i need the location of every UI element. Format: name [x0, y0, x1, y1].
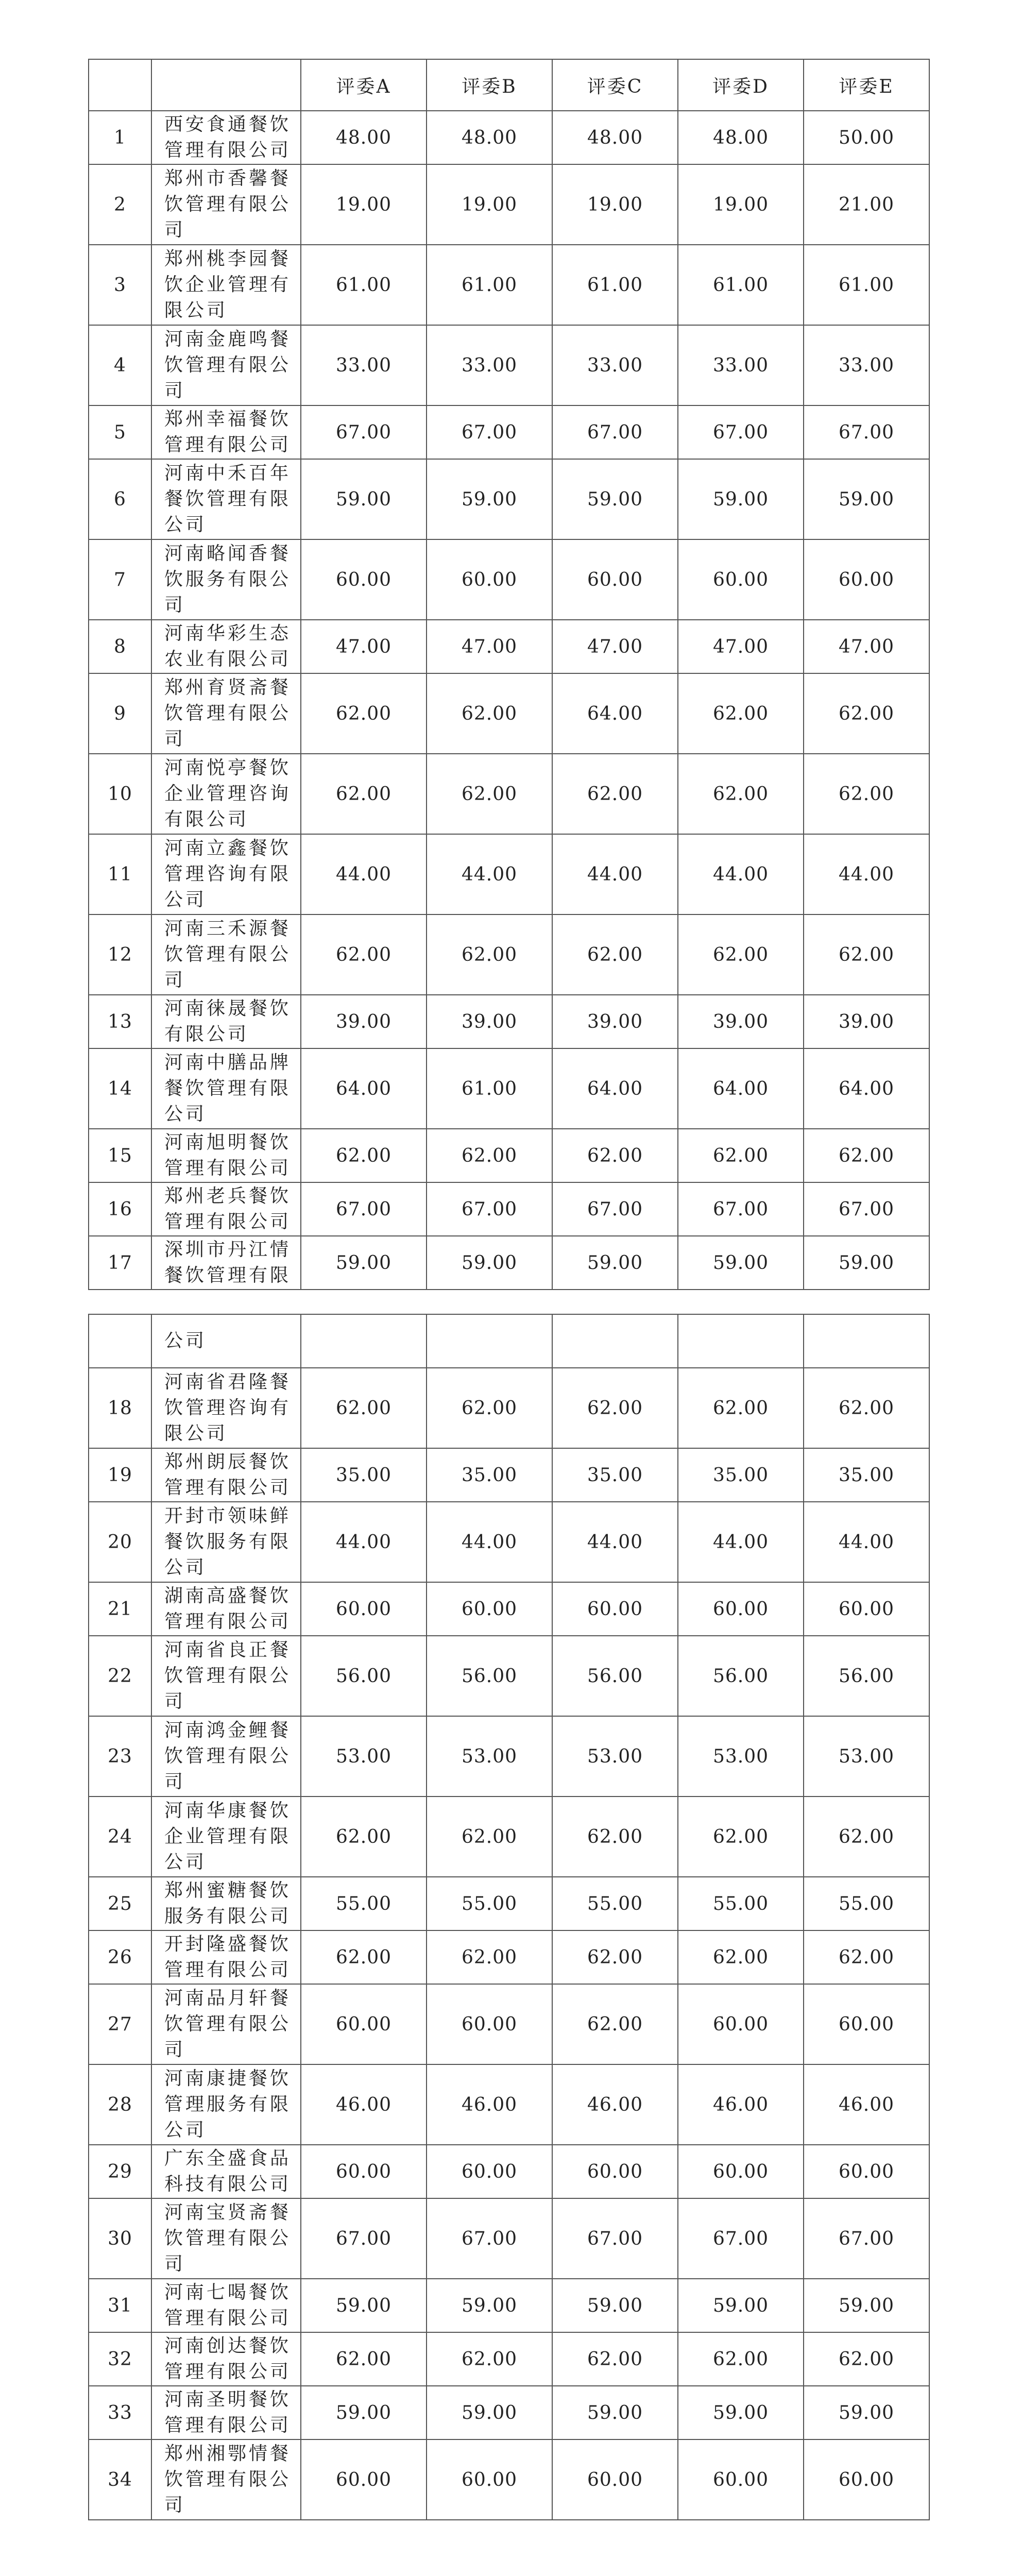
- row-number: 33: [89, 2386, 151, 2439]
- score-cell: 60.00: [301, 2145, 427, 2198]
- score-cell: 62.00: [804, 754, 929, 834]
- row-number: 6: [89, 459, 151, 539]
- score-cell: 62.00: [427, 1797, 552, 1877]
- company-name: 河南创达餐饮管理有限公司: [151, 2332, 301, 2386]
- score-cell: 35.00: [804, 1448, 929, 1502]
- score-cell: 55.00: [804, 1877, 929, 1930]
- score-cell: 64.00: [552, 673, 678, 754]
- score-cell: 56.00: [678, 1636, 804, 1716]
- score-cell: 60.00: [804, 539, 929, 620]
- table-row: [89, 245, 929, 325]
- score-cell: 59.00: [427, 2279, 552, 2332]
- company-name: 郑州幸福餐饮管理有限公司: [151, 405, 301, 459]
- score-cell: 61.00: [427, 1048, 552, 1129]
- score-cell: [301, 1314, 427, 1368]
- company-name: 河南省君隆餐饮管理咨询有限公司: [151, 1368, 301, 1448]
- table-row: [89, 2145, 929, 2198]
- score-cell: 62.00: [552, 1368, 678, 1448]
- row-number: 7: [89, 539, 151, 620]
- score-cell: 33.00: [552, 325, 678, 405]
- score-cell: 60.00: [301, 539, 427, 620]
- score-cell: 47.00: [552, 620, 678, 673]
- score-cell: 60.00: [301, 1984, 427, 2064]
- score-cell: 62.00: [804, 673, 929, 754]
- company-name: 河南鸿金鲤餐饮管理有限公司: [151, 1716, 301, 1797]
- company-name: 河南七喝餐饮管理有限公司: [151, 2279, 301, 2332]
- score-cell: 60.00: [804, 1984, 929, 2064]
- row-number: 12: [89, 914, 151, 995]
- score-cell: 53.00: [552, 1716, 678, 1797]
- score-cell: 62.00: [804, 1129, 929, 1182]
- table-row: [89, 1048, 929, 1129]
- row-number: [89, 1314, 151, 1368]
- score-cell: 39.00: [552, 995, 678, 1048]
- table-row: [89, 754, 929, 834]
- score-cell: 60.00: [427, 1984, 552, 2064]
- score-cell: 55.00: [427, 1877, 552, 1930]
- score-cell: 62.00: [301, 1930, 427, 1984]
- score-cell: 59.00: [552, 459, 678, 539]
- row-number: 5: [89, 405, 151, 459]
- row-number: 8: [89, 620, 151, 673]
- company-name: 深圳市丹江情餐饮管理有限: [151, 1236, 301, 1290]
- company-name: 河南品月轩餐饮管理有限公司: [151, 1984, 301, 2064]
- table-row: [89, 405, 929, 459]
- row-number: 14: [89, 1048, 151, 1129]
- score-cell: 44.00: [552, 1502, 678, 1582]
- column-header: 评委E: [804, 59, 929, 111]
- company-name: 郑州朗辰餐饮管理有限公司: [151, 1448, 301, 1502]
- score-cell: 67.00: [678, 1182, 804, 1236]
- score-cell: 62.00: [301, 754, 427, 834]
- score-cell: 47.00: [678, 620, 804, 673]
- score-cell: 35.00: [427, 1448, 552, 1502]
- table-row: [89, 1129, 929, 1182]
- table-row: [89, 539, 929, 620]
- score-cell: 62.00: [427, 754, 552, 834]
- score-cell: 59.00: [678, 2279, 804, 2332]
- score-cell: 62.00: [301, 673, 427, 754]
- row-number: 31: [89, 2279, 151, 2332]
- score-cell: 61.00: [427, 245, 552, 325]
- row-number: 23: [89, 1716, 151, 1797]
- score-cell: 60.00: [804, 2145, 929, 2198]
- score-cell: 64.00: [678, 1048, 804, 1129]
- table-row: [89, 1448, 929, 1502]
- company-name: 河南徕晟餐饮有限公司: [151, 995, 301, 1048]
- table-row: [89, 2386, 929, 2439]
- score-cell: [552, 1314, 678, 1368]
- company-name: 河南中禾百年餐饮管理有限公司: [151, 459, 301, 539]
- score-cell: 60.00: [427, 2145, 552, 2198]
- row-number: 17: [89, 1236, 151, 1290]
- company-name: 河南悦亭餐饮企业管理咨询有限公司: [151, 754, 301, 834]
- score-cell: 19.00: [552, 164, 678, 245]
- score-cell: 62.00: [427, 914, 552, 995]
- row-number: 4: [89, 325, 151, 405]
- score-cell: 60.00: [301, 2439, 427, 2520]
- score-cell: 67.00: [427, 405, 552, 459]
- score-cell: 44.00: [427, 834, 552, 914]
- score-cell: 35.00: [552, 1448, 678, 1502]
- score-cell: 59.00: [552, 1236, 678, 1290]
- score-cell: 33.00: [678, 325, 804, 405]
- company-name: 河南略闻香餐饮服务有限公司: [151, 539, 301, 620]
- score-cell: 55.00: [301, 1877, 427, 1930]
- score-cell: 48.00: [427, 111, 552, 164]
- row-number: 1: [89, 111, 151, 164]
- table-row: [89, 1368, 929, 1448]
- score-cell: 33.00: [301, 325, 427, 405]
- row-number: 15: [89, 1129, 151, 1182]
- score-cell: 62.00: [552, 1930, 678, 1984]
- score-cell: 60.00: [804, 1582, 929, 1636]
- score-cell: 53.00: [427, 1716, 552, 1797]
- column-header: 评委B: [427, 59, 552, 111]
- score-cell: 60.00: [427, 539, 552, 620]
- score-cell: 64.00: [301, 1048, 427, 1129]
- score-cell: 62.00: [552, 1129, 678, 1182]
- score-cell: [427, 1314, 552, 1368]
- score-cell: 61.00: [301, 245, 427, 325]
- company-name: 开封隆盛餐饮管理有限公司: [151, 1930, 301, 1984]
- table-row: [89, 620, 929, 673]
- score-cell: 62.00: [678, 914, 804, 995]
- score-cell: 19.00: [678, 164, 804, 245]
- score-cell: 62.00: [552, 914, 678, 995]
- score-cell: 60.00: [804, 2439, 929, 2520]
- score-cell: 47.00: [301, 620, 427, 673]
- score-cell: 19.00: [427, 164, 552, 245]
- score-cell: 64.00: [552, 1048, 678, 1129]
- score-cell: 62.00: [804, 1368, 929, 1448]
- score-cell: 62.00: [427, 1930, 552, 1984]
- row-number: 20: [89, 1502, 151, 1582]
- score-cell: 62.00: [678, 2332, 804, 2386]
- score-cell: 67.00: [552, 1182, 678, 1236]
- row-number: 26: [89, 1930, 151, 1984]
- row-number: 30: [89, 2198, 151, 2279]
- score-cell: 62.00: [427, 1129, 552, 1182]
- score-cell: 44.00: [301, 1502, 427, 1582]
- score-cell: 59.00: [804, 2386, 929, 2439]
- score-cell: 48.00: [552, 111, 678, 164]
- company-name: 湖南高盛餐饮管理有限公司: [151, 1582, 301, 1636]
- company-name: 郑州育贤斋餐饮管理有限公司: [151, 673, 301, 754]
- score-cell: 62.00: [427, 1368, 552, 1448]
- company-name: 河南康捷餐饮管理服务有限公司: [151, 2064, 301, 2145]
- score-cell: 62.00: [301, 1368, 427, 1448]
- table-row: [89, 325, 929, 405]
- score-cell: 60.00: [427, 1582, 552, 1636]
- score-cell: 59.00: [552, 2386, 678, 2439]
- table-row: [89, 459, 929, 539]
- row-number: 10: [89, 754, 151, 834]
- score-cell: 59.00: [427, 2386, 552, 2439]
- score-cell: 67.00: [301, 405, 427, 459]
- row-number: 9: [89, 673, 151, 754]
- table-row: [89, 2332, 929, 2386]
- score-cell: 62.00: [678, 1368, 804, 1448]
- row-number: 27: [89, 1984, 151, 2064]
- score-cell: 39.00: [678, 995, 804, 1048]
- score-cell: 59.00: [301, 2279, 427, 2332]
- score-cell: 62.00: [552, 2332, 678, 2386]
- score-cell: 62.00: [678, 1930, 804, 1984]
- score-cell: 47.00: [804, 620, 929, 673]
- score-cell: 60.00: [678, 539, 804, 620]
- score-cell: 67.00: [552, 2198, 678, 2279]
- score-cell: 60.00: [552, 1582, 678, 1636]
- score-cell: 61.00: [678, 245, 804, 325]
- company-name: 广东全盛食品科技有限公司: [151, 2145, 301, 2198]
- table-row: [89, 1236, 929, 1290]
- score-cell: 67.00: [804, 405, 929, 459]
- score-cell: 60.00: [427, 2439, 552, 2520]
- score-cell: 60.00: [552, 2145, 678, 2198]
- score-cell: 59.00: [678, 1236, 804, 1290]
- score-cell: 39.00: [301, 995, 427, 1048]
- row-number: 3: [89, 245, 151, 325]
- score-cell: 47.00: [427, 620, 552, 673]
- column-header: 评委C: [552, 59, 678, 111]
- score-cell: 62.00: [552, 754, 678, 834]
- score-cell: 44.00: [678, 1502, 804, 1582]
- row-number: 2: [89, 164, 151, 245]
- score-cell: 39.00: [804, 995, 929, 1048]
- row-number: 11: [89, 834, 151, 914]
- column-header: 评委D: [678, 59, 804, 111]
- score-cell: 61.00: [552, 245, 678, 325]
- score-cell: 64.00: [804, 1048, 929, 1129]
- score-cell: 62.00: [301, 914, 427, 995]
- score-cell: 46.00: [552, 2064, 678, 2145]
- score-cell: 35.00: [301, 1448, 427, 1502]
- company-name: 河南华康餐饮企业管理有限公司: [151, 1797, 301, 1877]
- score-cell: [804, 1314, 929, 1368]
- score-cell: 39.00: [427, 995, 552, 1048]
- score-cell: 62.00: [678, 1797, 804, 1877]
- score-cell: 62.00: [552, 1984, 678, 2064]
- score-cell: 59.00: [427, 459, 552, 539]
- score-cell: 60.00: [301, 1582, 427, 1636]
- score-cell: 44.00: [301, 834, 427, 914]
- column-header: [89, 59, 151, 111]
- score-cell: 44.00: [552, 834, 678, 914]
- score-cell: 59.00: [301, 459, 427, 539]
- row-number: 18: [89, 1368, 151, 1448]
- score-cell: 59.00: [804, 2279, 929, 2332]
- company-name: 河南三禾源餐饮管理有限公司: [151, 914, 301, 995]
- score-cell: 60.00: [678, 1984, 804, 2064]
- score-cell: 59.00: [427, 1236, 552, 1290]
- company-name: 河南省良正餐饮管理有限公司: [151, 1636, 301, 1716]
- table-row: [89, 1582, 929, 1636]
- score-cell: 56.00: [552, 1636, 678, 1716]
- score-cell: 33.00: [427, 325, 552, 405]
- table-row: [89, 834, 929, 914]
- row-number: 22: [89, 1636, 151, 1716]
- company-name: 西安食通餐饮管理有限公司: [151, 111, 301, 164]
- score-cell: 55.00: [552, 1877, 678, 1930]
- score-cell: 62.00: [427, 2332, 552, 2386]
- table-row: [89, 111, 929, 164]
- score-cell: 56.00: [301, 1636, 427, 1716]
- table-row: [89, 2439, 929, 2520]
- score-cell: 35.00: [678, 1448, 804, 1502]
- company-name: 郑州市香馨餐饮管理有限公司: [151, 164, 301, 245]
- score-cell: 21.00: [804, 164, 929, 245]
- company-name: 河南中膳品牌餐饮管理有限公司: [151, 1048, 301, 1129]
- score-cell: 44.00: [427, 1502, 552, 1582]
- score-cell: 46.00: [678, 2064, 804, 2145]
- table-row: [89, 995, 929, 1048]
- row-number: 21: [89, 1582, 151, 1636]
- score-cell: 67.00: [427, 1182, 552, 1236]
- table-row: [89, 1502, 929, 1582]
- row-number: 24: [89, 1797, 151, 1877]
- score-table-page-2: [88, 1314, 930, 2520]
- score-cell: 62.00: [804, 1797, 929, 1877]
- score-cell: 48.00: [301, 111, 427, 164]
- table-row: [89, 673, 929, 754]
- score-cell: 44.00: [678, 834, 804, 914]
- score-cell: 53.00: [301, 1716, 427, 1797]
- company-name: 河南圣明餐饮管理有限公司: [151, 2386, 301, 2439]
- score-cell: 60.00: [552, 539, 678, 620]
- score-cell: 33.00: [804, 325, 929, 405]
- row-number: 28: [89, 2064, 151, 2145]
- score-cell: 59.00: [678, 459, 804, 539]
- table-row: [89, 164, 929, 245]
- score-cell: 19.00: [301, 164, 427, 245]
- score-cell: 61.00: [804, 245, 929, 325]
- score-cell: 60.00: [678, 1582, 804, 1636]
- row-number: 34: [89, 2439, 151, 2520]
- table-row: [89, 1797, 929, 1877]
- score-cell: 60.00: [552, 2439, 678, 2520]
- score-cell: 67.00: [804, 2198, 929, 2279]
- table-row: [89, 1314, 929, 1368]
- score-cell: 67.00: [678, 405, 804, 459]
- score-cell: 62.00: [552, 1797, 678, 1877]
- score-cell: 59.00: [804, 1236, 929, 1290]
- score-cell: 67.00: [301, 2198, 427, 2279]
- table-row: [89, 2064, 929, 2145]
- score-cell: 67.00: [552, 405, 678, 459]
- row-number: 32: [89, 2332, 151, 2386]
- score-cell: 48.00: [678, 111, 804, 164]
- score-cell: 62.00: [804, 914, 929, 995]
- company-name: 开封市领味鲜餐饮服务有限公司: [151, 1502, 301, 1582]
- company-name: 郑州湘鄂情餐饮管理有限公司: [151, 2439, 301, 2520]
- company-name: 河南华彩生态农业有限公司: [151, 620, 301, 673]
- score-cell: 62.00: [678, 1129, 804, 1182]
- score-cell: 60.00: [678, 2145, 804, 2198]
- row-number: 13: [89, 995, 151, 1048]
- table-row: [89, 1930, 929, 1984]
- row-number: 16: [89, 1182, 151, 1236]
- score-cell: 62.00: [804, 2332, 929, 2386]
- score-cell: [678, 1314, 804, 1368]
- company-name: 河南宝贤斋餐饮管理有限公司: [151, 2198, 301, 2279]
- table-row: [89, 2279, 929, 2332]
- column-header: 评委A: [301, 59, 427, 111]
- score-cell: 62.00: [301, 1797, 427, 1877]
- company-name: 郑州蜜糖餐饮服务有限公司: [151, 1877, 301, 1930]
- score-cell: 44.00: [804, 1502, 929, 1582]
- score-cell: 55.00: [678, 1877, 804, 1930]
- score-cell: 60.00: [678, 2439, 804, 2520]
- score-cell: 50.00: [804, 111, 929, 164]
- score-cell: 62.00: [301, 1129, 427, 1182]
- score-cell: 67.00: [804, 1182, 929, 1236]
- score-cell: 62.00: [678, 673, 804, 754]
- company-name: 郑州老兵餐饮管理有限公司: [151, 1182, 301, 1236]
- score-cell: 67.00: [427, 2198, 552, 2279]
- score-cell: 53.00: [678, 1716, 804, 1797]
- score-cell: 59.00: [301, 2386, 427, 2439]
- score-cell: 67.00: [678, 2198, 804, 2279]
- row-number: 29: [89, 2145, 151, 2198]
- score-cell: 59.00: [678, 2386, 804, 2439]
- score-cell: 59.00: [552, 2279, 678, 2332]
- column-header: [151, 59, 301, 111]
- score-cell: 46.00: [427, 2064, 552, 2145]
- company-name: 河南旭明餐饮管理有限公司: [151, 1129, 301, 1182]
- row-number: 19: [89, 1448, 151, 1502]
- table-row: [89, 1182, 929, 1236]
- score-cell: 53.00: [804, 1716, 929, 1797]
- header-row: [89, 59, 929, 111]
- table-row: [89, 1716, 929, 1797]
- row-number: 25: [89, 1877, 151, 1930]
- company-name: 郑州桃李园餐饮企业管理有限公司: [151, 245, 301, 325]
- table-row: [89, 1984, 929, 2064]
- table-row: [89, 914, 929, 995]
- company-name: 公司: [151, 1314, 301, 1368]
- score-cell: 62.00: [427, 673, 552, 754]
- score-cell: 62.00: [301, 2332, 427, 2386]
- score-cell: 56.00: [804, 1636, 929, 1716]
- score-cell: 44.00: [804, 834, 929, 914]
- table-row: [89, 2198, 929, 2279]
- score-cell: 62.00: [804, 1930, 929, 1984]
- score-table-page-1: [88, 59, 930, 1290]
- score-cell: 46.00: [301, 2064, 427, 2145]
- score-cell: 62.00: [678, 754, 804, 834]
- score-cell: 56.00: [427, 1636, 552, 1716]
- score-cell: 46.00: [804, 2064, 929, 2145]
- score-cell: 67.00: [301, 1182, 427, 1236]
- score-cell: 59.00: [301, 1236, 427, 1290]
- table-row: [89, 1877, 929, 1930]
- table-row: [89, 1636, 929, 1716]
- company-name: 河南立鑫餐饮管理咨询有限公司: [151, 834, 301, 914]
- score-cell: 59.00: [804, 459, 929, 539]
- company-name: 河南金鹿鸣餐饮管理有限公司: [151, 325, 301, 405]
